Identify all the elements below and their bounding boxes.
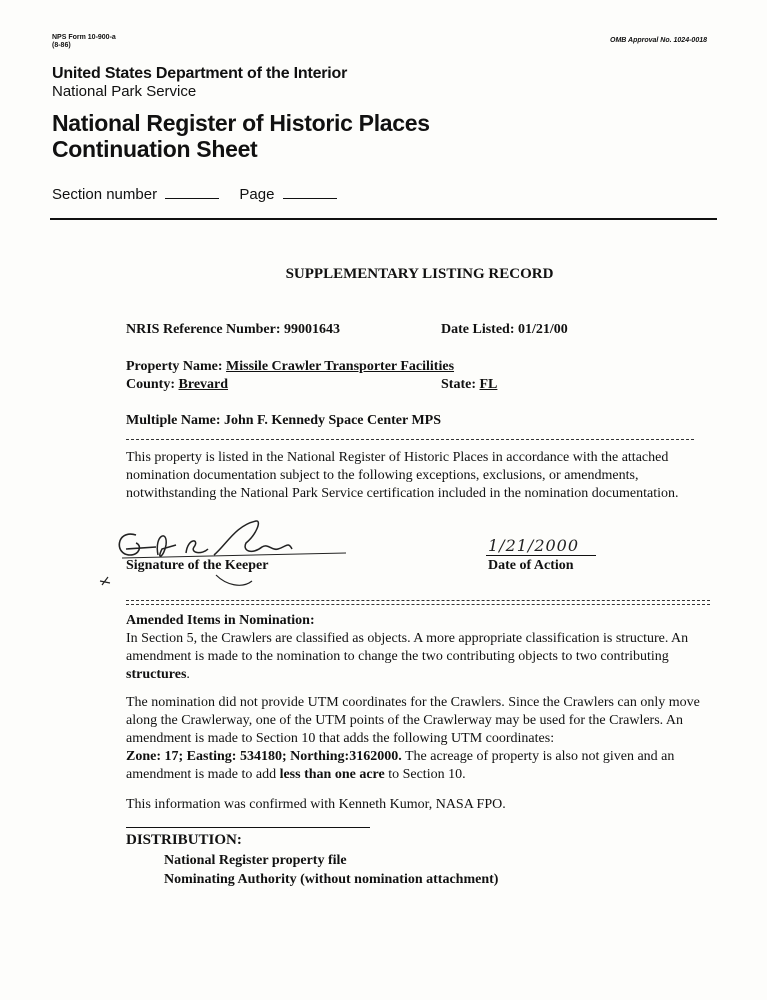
- state: [441, 377, 497, 393]
- signature-label: Signature of the Keeper: [126, 558, 269, 573]
- property-value: Missile Crawler Transporter Facilities: [226, 359, 455, 374]
- amended-p2-text: The nomination did not provide UTM coordinates for the Crawlers. Since the Crawlers can only move along the Crawlerway, one of the UTM points of the Crawlerway may be used for the Crawlers. An amendment is made to Section 10 that adds the following UTM coordinates:: [126, 695, 700, 746]
- agency-block: [52, 65, 347, 100]
- separator-1: [126, 600, 710, 601]
- action-date-handwritten: 1/21/2000: [488, 536, 580, 555]
- amended-paragraph-1: [126, 630, 716, 684]
- amended-p1-bold: structures: [126, 667, 187, 682]
- amended-p2-coords: Zone: 17; Easting: 534180; Northing:3162000.: [126, 749, 402, 764]
- amended-p2-acre: less than one acre: [279, 767, 385, 782]
- amended-p1-end: .: [186, 667, 190, 682]
- amended-paragraph-3: This information was confirmed with Kenneth Kumor, NASA FPO.: [126, 797, 506, 812]
- amended-p1-text: In Section 5, the Crawlers are classified as objects. A more appropriate classification is structure. An amendment is made to the nomination to change the two contributing objects to two contributing: [126, 631, 689, 664]
- date-listed-value: 01/21/00: [518, 322, 568, 337]
- amended-heading: Amended Items in Nomination:: [126, 613, 315, 628]
- county: [126, 377, 228, 393]
- dashed-separator: [126, 439, 694, 440]
- amended-p2-end: to Section 10.: [384, 767, 466, 782]
- state-label: State:: [441, 377, 476, 392]
- multiple-label: Multiple Name:: [126, 413, 221, 428]
- form-date: (8-86): [52, 42, 71, 49]
- nris-label: NRIS Reference Number:: [126, 322, 281, 337]
- form-title-line2: Continuation Sheet: [52, 136, 258, 162]
- department-name: United States Department of the Interior: [52, 65, 348, 82]
- record-heading: SUPPLEMENTARY LISTING RECORD: [285, 266, 554, 282]
- separator-2: [126, 604, 710, 605]
- page-field[interactable]: [283, 198, 337, 199]
- section-number-label: Section number: [52, 186, 158, 203]
- form-title: [52, 110, 430, 162]
- distribution-item: Nominating Authority (without nomination attachment): [164, 872, 499, 887]
- distribution-rule: [126, 827, 370, 828]
- service-name: National Park Service: [52, 83, 197, 100]
- form-number-block: [52, 34, 116, 50]
- nris-value: 99001643: [283, 322, 340, 337]
- distribution-list: [164, 851, 498, 889]
- page-label: Page: [239, 186, 275, 203]
- omb-approval: OMB Approval No. 1024-0018: [610, 37, 707, 44]
- multiple-value: John F. Kennedy Space Center MPS: [223, 413, 441, 428]
- distribution-item: National Register property file: [164, 853, 347, 868]
- date-of-action-label: Date of Action: [488, 558, 574, 573]
- listing-statement: This property is listed in the National Register of Historic Places in accordance with the attached nomination documentation subject to the following exceptions, exclusions, or amendments, notwithstanding the National Park Service certification included in the nomination documentation.: [126, 450, 679, 501]
- form-title-line1: National Register of Historic Places: [52, 110, 430, 136]
- date-listed-label: Date Listed:: [441, 322, 515, 337]
- state-value: FL: [479, 377, 498, 392]
- keeper-signature: [96, 515, 366, 595]
- date-listed: [441, 322, 568, 338]
- county-value: Brevard: [178, 377, 229, 392]
- county-label: County:: [126, 377, 176, 392]
- nris-reference: [126, 322, 340, 338]
- action-date-line: [486, 555, 596, 556]
- section-page-row: [52, 186, 337, 203]
- form-number: NPS Form 10-900-a: [52, 34, 116, 41]
- property-label: Property Name:: [126, 359, 223, 374]
- distribution-heading: DISTRIBUTION:: [126, 832, 242, 848]
- header-rule: [50, 218, 717, 220]
- amended-paragraph-2: [126, 694, 716, 784]
- amended-p2-mid: The acreage of property is also not given and an amendment is made to add: [126, 749, 675, 782]
- section-number-field[interactable]: [165, 198, 219, 199]
- multiple-name: [126, 413, 441, 429]
- property-name: [126, 359, 454, 375]
